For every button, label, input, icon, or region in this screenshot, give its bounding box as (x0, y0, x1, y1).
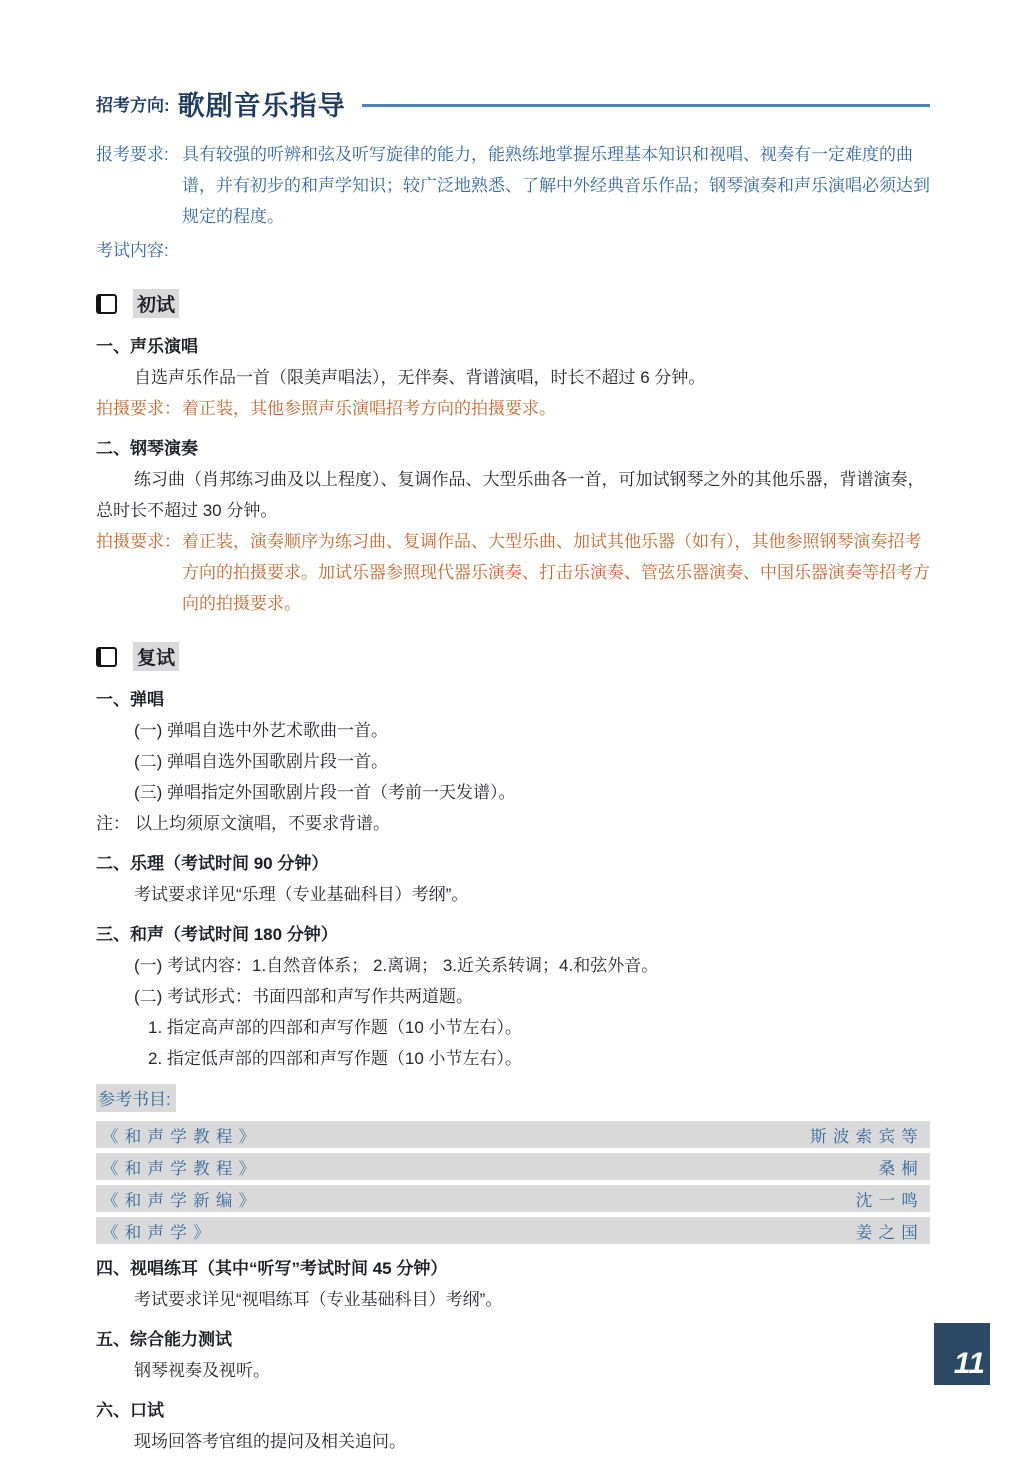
item-body-vocal: 自选声乐作品一首（限美声唱法），无伴奏、背谱演唱，时长不超过 6 分钟。 (134, 368, 706, 387)
item-heading-piano: 二、钢琴演奏 (96, 439, 198, 458)
book-author: 沈一鸣 (855, 1191, 924, 1210)
title-rule (362, 104, 930, 107)
second-round-title: 复试 (133, 642, 179, 671)
hesheng-task-1: 1. 指定高声部的四部和声写作题（10 小节左右）。 (148, 1018, 523, 1037)
book-author: 桑桐 (878, 1159, 924, 1178)
koushi-body: 现场回答考官组的提问及相关追问。 (134, 1432, 406, 1451)
tanchang-subitem-2: (二) 弹唱自选外国歌剧片段一首。 (134, 752, 389, 771)
yueli-body: 考试要求详见“乐理（专业基础科目）考纲”。 (134, 885, 469, 904)
item-heading-vocal: 一、声乐演唱 (96, 337, 198, 356)
book-row (96, 1153, 930, 1180)
references-label: 参考书目: (96, 1084, 176, 1112)
apply-requirements-label: 报考要求: (96, 145, 169, 164)
shoot-requirement-text: 着正装，演奏顺序为练习曲、复调作品、大型乐曲、加试其他乐器（如有），其他参照钢琴演奏招考方向的拍摄要求。加试乐器参照现代器乐演奏、打击乐演奏、管弦乐器演奏、中国乐器演奏等招考方向的拍摄要求。 (182, 532, 930, 613)
hesheng-task-2: 2. 指定低声部的四部和声写作题（10 小节左右）。 (148, 1049, 523, 1068)
section-first-round (96, 289, 930, 318)
book-title: 《和声学教程》 (102, 1159, 262, 1178)
book-row (96, 1121, 930, 1148)
item-heading-yueli: 二、乐理（考试时间 90 分钟） (96, 854, 329, 873)
apply-requirements (96, 139, 930, 232)
item-heading-koushi: 六、口试 (96, 1401, 164, 1420)
direction-label: 招考方向: (96, 96, 170, 115)
doc-header (96, 84, 930, 123)
book-row (96, 1217, 930, 1244)
hesheng-sub-1: (一) 考试内容：1.自然音体系； 2.离调； 3.近关系转调；4.和弦外音。 (134, 956, 659, 975)
hesheng-sub-2: (二) 考试形式：书面四部和声写作共两道题。 (134, 987, 474, 1006)
item-heading-tanchang: 一、弹唱 (96, 690, 164, 709)
first-round-title: 初试 (133, 289, 179, 318)
shoot-requirement-label: 拍摄要求： (96, 399, 181, 418)
book-author: 斯波索宾等 (810, 1127, 924, 1146)
book-author: 姜之国 (855, 1223, 924, 1242)
book-row (96, 1185, 930, 1212)
item-heading-hesheng: 三、和声（考试时间 180 分钟） (96, 925, 338, 944)
note-label: 注： (96, 814, 130, 833)
checkbox-icon (96, 647, 117, 667)
page-number: 11 (953, 1347, 985, 1380)
book-title: 《和声学教程》 (102, 1127, 262, 1146)
zonghe-body: 钢琴视奏及视听。 (134, 1361, 270, 1380)
shoot-requirement-vocal (96, 393, 930, 424)
shoot-requirement-piano (96, 526, 930, 619)
checkbox-icon (96, 294, 117, 314)
section-second-round (96, 642, 930, 671)
shichang-body: 考试要求详见“视唱练耳（专业基础科目）考纲”。 (134, 1290, 503, 1309)
book-title: 《和声学》 (102, 1223, 216, 1242)
references-block (96, 1074, 930, 1244)
tanchang-subitem-3: (三) 弹唱指定外国歌剧片段一首（考前一天发谱）。 (134, 783, 516, 802)
exam-content-label: 考试内容: (96, 241, 169, 260)
tanchang-subitem-1: (一) 弹唱自选中外艺术歌曲一首。 (134, 721, 389, 740)
book-title: 《和声学新编》 (102, 1191, 262, 1210)
shoot-requirement-text: 着正装，其他参照声乐演唱招考方向的拍摄要求。 (182, 399, 556, 418)
page-title: 歌剧音乐指导 (177, 91, 346, 121)
apply-requirements-text: 具有较强的听辨和弦及听写旋律的能力，能熟练地掌握乐理基本知识和视唱、视奏有一定难度的曲谱，并有初步的和声学知识；较广泛地熟悉、了解中外经典音乐作品；钢琴演奏和声乐演唱必须达到规定的程度。 (182, 145, 930, 226)
shoot-requirement-label: 拍摄要求： (96, 532, 181, 551)
item-heading-zonghe: 五、综合能力测试 (96, 1330, 232, 1349)
item-heading-shichang: 四、视唱练耳（其中“听写”考试时间 45 分钟） (96, 1259, 448, 1278)
item-body-piano: 练习曲（肖邦练习曲及以上程度）、复调作品、大型乐曲各一首，可加试钢琴之外的其他乐器，背谱演奏，总时长不超过 30 分钟。 (96, 470, 925, 520)
tanchang-note (96, 808, 930, 839)
note-text: 以上均须原文演唱，不要求背谱。 (135, 814, 390, 833)
page-number-badge (934, 1323, 990, 1385)
